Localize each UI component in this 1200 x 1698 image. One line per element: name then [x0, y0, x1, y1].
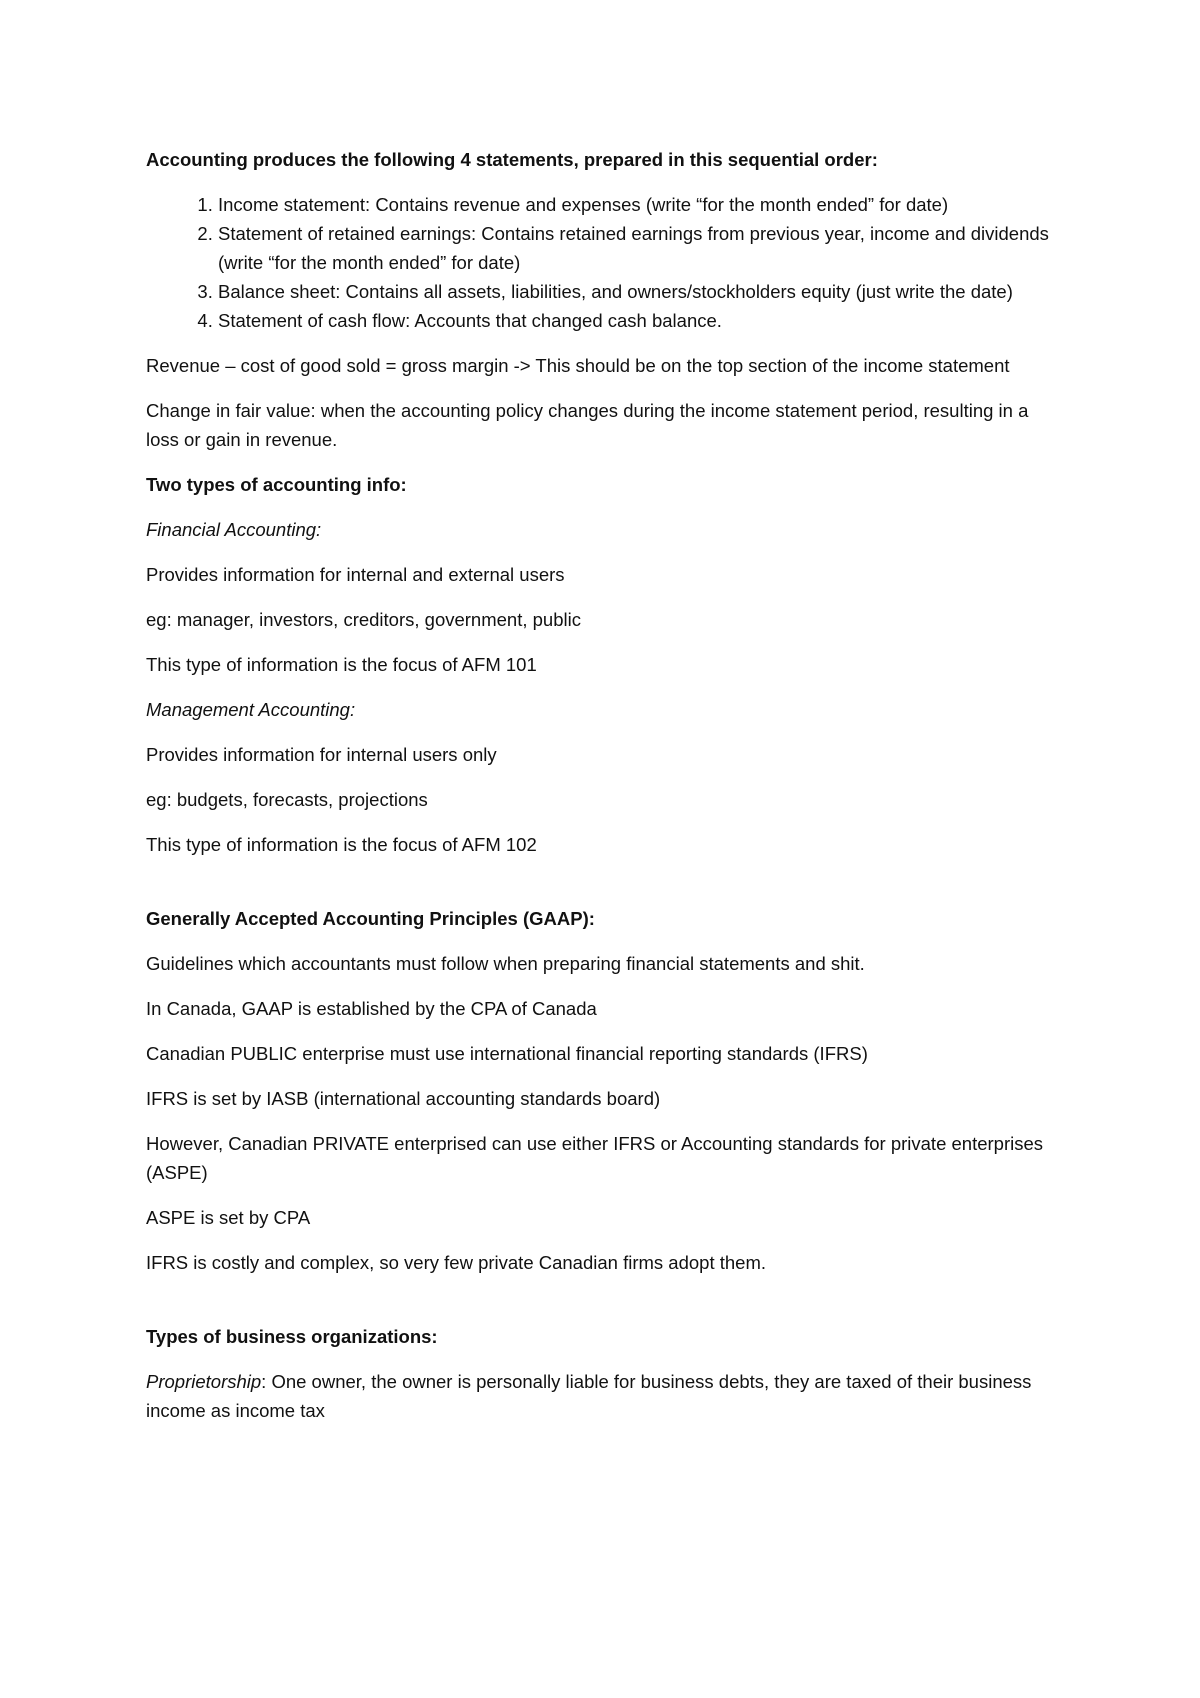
management-accounting-line: eg: budgets, forecasts, projections: [146, 789, 428, 810]
financial-accounting-line: Provides information for internal and external users: [146, 564, 565, 585]
proprietorship-description: : One owner, the owner is personally liable for business debts, they are taxed of their business income as income tax: [146, 1371, 1032, 1421]
financial-accounting-line: This type of information is the focus of AFM 101: [146, 654, 537, 675]
list-item: 3. Balance sheet: Contains all assets, liabilities, and owners/stockholders equity (just write the date): [218, 277, 1066, 306]
spacer: [146, 1293, 1066, 1322]
financial-accounting-title: Financial Accounting:: [146, 519, 322, 540]
gaap-line: IFRS is set by IASB (international accounting standards board): [146, 1088, 661, 1109]
gaap-line: Guidelines which accountants must follow when preparing financial statements and shit.: [146, 953, 865, 974]
management-accounting-line: This type of information is the focus of AFM 102: [146, 834, 537, 855]
statements-list: [146, 190, 1066, 335]
management-accounting-line: Provides information for internal users only: [146, 744, 497, 765]
list-item: 2. Statement of retained earnings: Contains retained earnings from previous year, income and dividends (write “for the month ended” for date): [218, 219, 1066, 277]
gaap-line: In Canada, GAAP is established by the CPA of Canada: [146, 998, 597, 1019]
gaap-line: IFRS is costly and complex, so very few private Canadian firms adopt them.: [146, 1252, 767, 1273]
gaap-line: Canadian PUBLIC enterprise must use international financial reporting standards (IFRS): [146, 1043, 868, 1064]
gross-margin-paragraph: Revenue – cost of good sold = gross margin -> This should be on the top section of the income statement: [146, 355, 1010, 376]
gaap-line: ASPE is set by CPA: [146, 1207, 311, 1228]
document-content: [146, 145, 1066, 1441]
spacer: [146, 875, 1066, 904]
list-item: 4. Statement of cash flow: Accounts that changed cash balance.: [218, 306, 1066, 335]
statements-heading: Accounting produces the following 4 statements, prepared in this sequential order:: [146, 149, 878, 170]
accounting-info-heading: Two types of accounting info:: [146, 474, 407, 495]
gaap-heading: Generally Accepted Accounting Principles (GAAP):: [146, 908, 595, 929]
proprietorship-paragraph: [146, 1367, 1066, 1425]
management-accounting-title: Management Accounting:: [146, 699, 356, 720]
proprietorship-term: Proprietorship: [146, 1371, 262, 1392]
gaap-line: However, Canadian PRIVATE enterprised can use either IFRS or Accounting standards for private enterprises (ASPE): [146, 1133, 1044, 1183]
list-item: 1. Income statement: Contains revenue and expenses (write “for the month ended” for date): [218, 190, 1066, 219]
financial-accounting-line: eg: manager, investors, creditors, government, public: [146, 609, 581, 630]
business-organizations-heading: Types of business organizations:: [146, 1326, 438, 1347]
fair-value-paragraph: Change in fair value: when the accounting policy changes during the income statement period, resulting in a loss or gain in revenue.: [146, 400, 1029, 450]
